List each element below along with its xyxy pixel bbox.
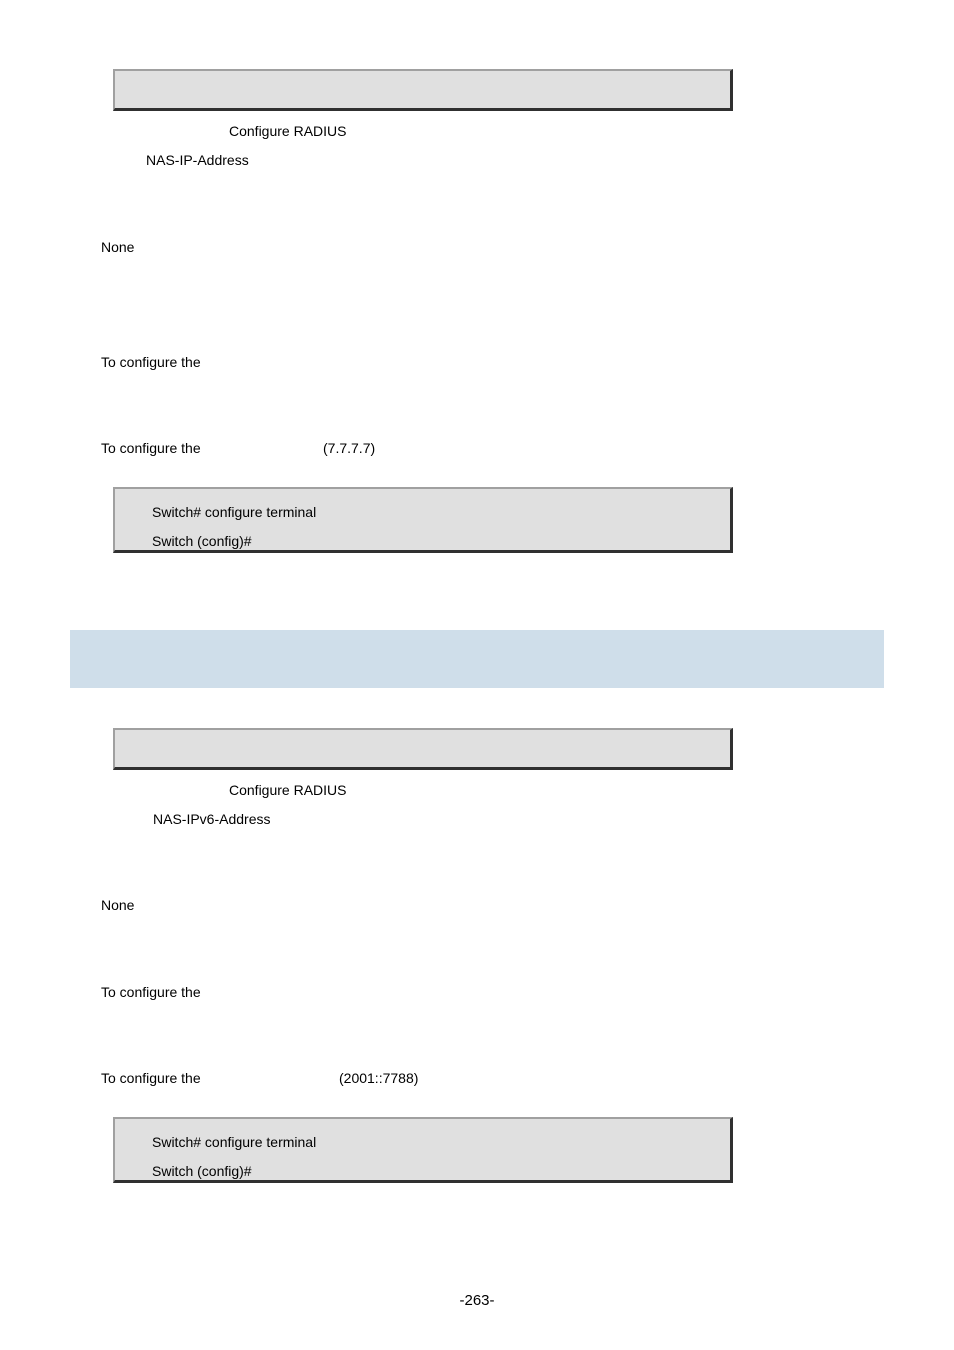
command-syntax-box — [113, 69, 733, 111]
command-syntax-box — [113, 728, 733, 770]
code-line: Switch (config)# — [152, 1163, 252, 1179]
section-heading-band — [70, 630, 884, 688]
description-text: Configure RADIUS — [229, 782, 347, 798]
description-text: Configure RADIUS — [229, 123, 347, 139]
default-text: None — [101, 239, 135, 255]
example-intro-text: To configure the — [101, 440, 201, 456]
mode-text: To configure the — [101, 354, 201, 370]
mode-text: To configure the — [101, 984, 201, 1000]
parameter-text: NAS-IPv6-Address — [153, 811, 271, 827]
parameter-text: NAS-IP-Address — [146, 152, 249, 168]
code-line: Switch# configure terminal — [152, 1134, 317, 1150]
example-value-text: (7.7.7.7) — [323, 440, 376, 456]
page-number: -263- — [459, 1292, 495, 1309]
example-code-box — [113, 1117, 733, 1183]
example-code-box — [113, 487, 733, 553]
default-text: None — [101, 897, 135, 913]
example-value-text: (2001::7788) — [339, 1070, 419, 1086]
code-line: Switch (config)# — [152, 533, 252, 549]
example-intro-text: To configure the — [101, 1070, 201, 1086]
code-line: Switch# configure terminal — [152, 504, 317, 520]
